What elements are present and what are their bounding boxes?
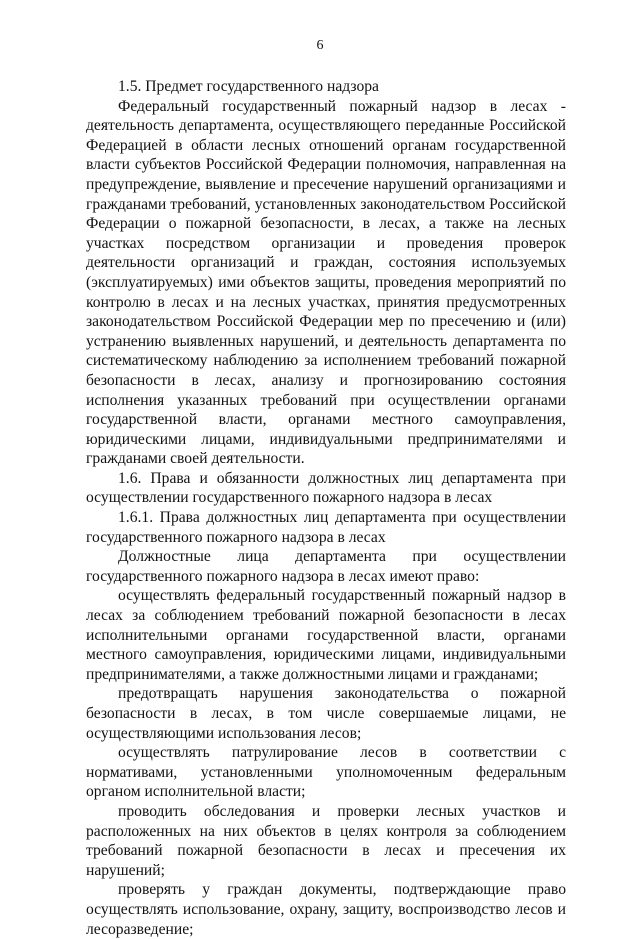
list-item-right-4: проводить обследования и проверки лесных участков и расположенных на них объектов в целях контроля за соблюдением требований пожарной безопасности в лесах и пресечения их нарушений; [86,802,566,879]
document-body [86,77,566,939]
paragraph-definition: Федеральный государственный пожарный надзор в лесах - деятельность департамента, осуществляющего переданные Российской Федерацией в области лесных отношений органам государственной власти субъектов Российской Федерации полномочия, направленная на предупреждение, выявление и пресечение нарушений организациями и гражданами требований, установленных законодательством Российской Федерации о пожарной безопасности, в лесах, а также на лесных участках посредством организации и проведения проверок деятельности организаций и граждан, состояния используемых (эксплуатируемых) ими объектов защиты, проведения мероприятий по контролю в лесах и на лесных участках, принятия предусмотренных законодательством Российской Федерации мер по пресечению и (или) устранению выявленных нарушений, и деятельность департамента по систематическому наблюдению за исполнением требований пожарной безопасности в лесах, анализу и прогнозированию состояния исполнения указанных требований при осуществлении органами государственной власти, органами местного самоуправления, юридическими лицами, индивидуальными предпринимателями и гражданами своей деятельности. [86,97,566,468]
paragraph-rights-intro: Должностные лица департамента при осуществлении государственного пожарного надзора в лесах имеют право: [86,548,566,585]
list-item-right-2: предотвращать нарушения законодательства о пожарной безопасности в лесах, в том числе совершаемые лицами, не осуществляющими использования лесов; [86,685,566,742]
list-item-right-1: осуществлять федеральный государственный пожарный надзор в лесах за соблюдением требований пожарной безопасности в лесах исполнительными органами государственной власти, органами местного самоуправления, юридическими лицами, индивидуальными предпринимателями, а также должностными лицами и гражданами; [86,587,566,683]
list-item-right-5: проверять у граждан документы, подтверждающие право осуществлять использование, охрану, защиту, воспроизводство лесов и лесоразведение; [86,881,566,938]
section-heading-1-5: 1.5. Предмет государственного надзора [118,78,379,95]
section-heading-1-6: 1.6. Права и обязанности должностных лиц департамента при осуществлении государственного пожарного надзора в лесах [86,469,566,507]
page-number: 6 [316,38,324,53]
section-heading-1-6-1: 1.6.1. Права должностных лиц департамента при осуществлении государственного пожарного надзора в лесах [86,509,566,546]
list-item-right-3: осуществлять патрулирование лесов в соответствии с нормативами, установленными уполномоченным федеральным органом исполнительной власти; [86,744,566,801]
